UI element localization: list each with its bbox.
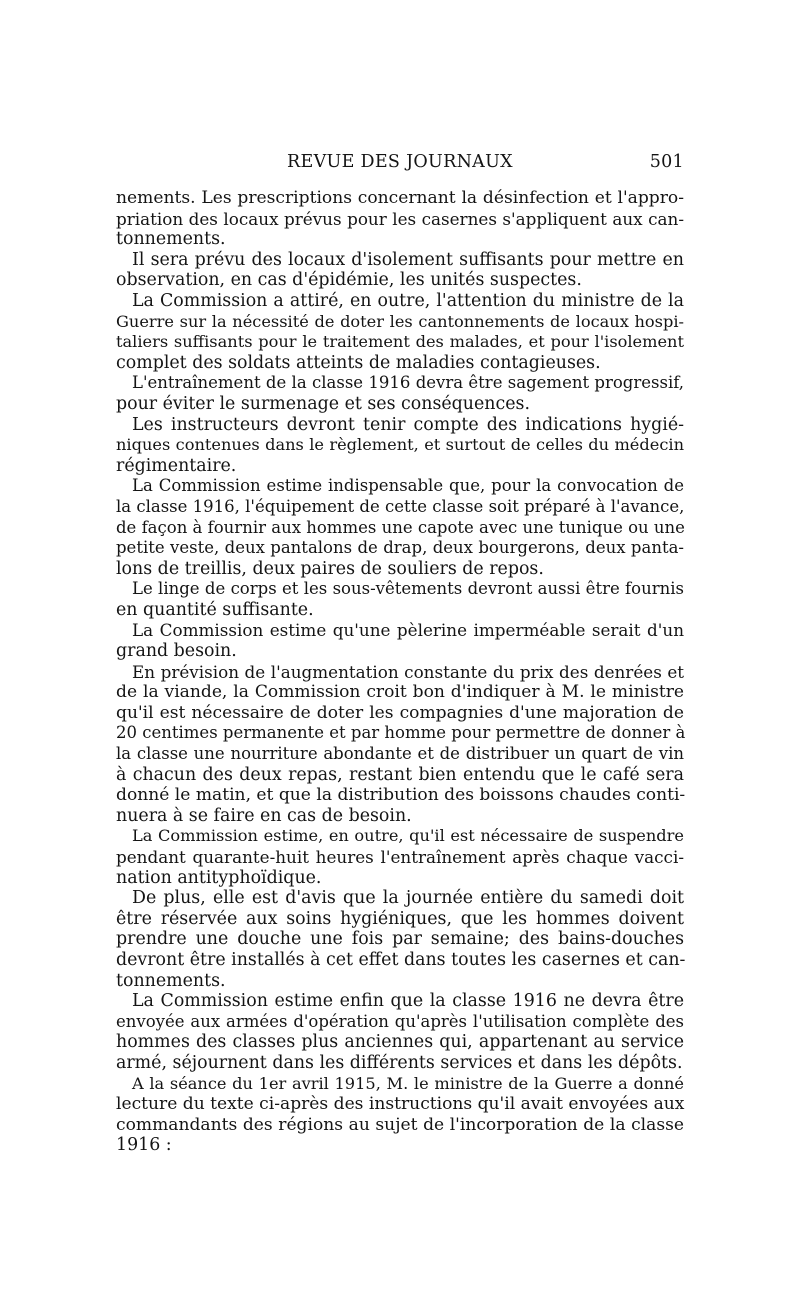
text-line: nation antityphoïdique. (116, 867, 322, 888)
text-line: nuera à se faire en cas de besoin. (116, 805, 412, 826)
text-line: en quantité suffisante. (116, 599, 314, 620)
text-line: à chacun des deux repas, restant bien entendu que le café sera (116, 764, 684, 785)
text-line: armé, séjournent dans les différents services et dans les dépôts. (116, 1052, 683, 1073)
text-line: grand besoin. (116, 641, 237, 662)
text-line: complet des soldats atteints de maladies contagieuses. (116, 352, 601, 373)
text-line: la classe une nourriture abondante et de distribuer un quart de vin (116, 744, 684, 764)
text-line: lons de treillis, deux paires de souliers de repos. (116, 558, 544, 579)
text-line: petite veste, deux pantalons de drap, deux bourgerons, deux panta- (116, 538, 684, 558)
text-line: envoyée aux armées d'opération qu'après l'utilisation complète des (116, 1011, 684, 1031)
text-line: 1916 : (116, 1135, 172, 1156)
text-line: La Commission estime indispensable que, pour la convocation de (132, 476, 684, 496)
text-line: La Commission a attiré, en outre, l'attention du ministre de la (132, 290, 684, 311)
text-line: donné le matin, et que la distribution des boissons chaudes conti- (116, 785, 686, 806)
text-line: A la séance du 1er avril 1915, M. le ministre de la Guerre a donné (132, 1073, 684, 1093)
text-line: L'entraînement de la classe 1916 devra être sagement progressif, (132, 373, 684, 393)
text-line: la classe 1916, l'équipement de cette classe soit préparé à l'avance, (116, 496, 685, 516)
text-line: commandants des régions au sujet de l'incorporation de la classe (116, 1114, 684, 1135)
running-title: REVUE DES JOURNAUX (287, 152, 513, 172)
text-line: La Commission estime enfin que la classe 1916 ne devra être (132, 991, 684, 1012)
text-line: 20 centimes permanente et par homme pour permettre de donner à (116, 723, 686, 743)
text-line: être réservée aux soins hygiéniques, que les hommes doivent (116, 908, 684, 929)
text-line: Le linge de corps et les sous-vêtements devront aussi être fournis (132, 579, 684, 599)
text-line: pour éviter le surmenage et ses conséquences. (116, 393, 530, 414)
text-line: En prévision de l'augmentation constante du prix des denrées et (132, 661, 684, 682)
text-line: Guerre sur la nécessité de doter les cantonnements de locaux hospi- (116, 311, 684, 331)
text-line: Il sera prévu des locaux d'isolement suffisants pour mettre en (132, 249, 684, 270)
text-line: De plus, elle est d'avis que la journée entière du samedi doit (132, 888, 684, 909)
text-line: nements. Les prescriptions concernant la désinfection et l'appro- (116, 188, 684, 208)
text-line: pendant quarante-huit heures l'entraînement après chaque vacci- (116, 847, 684, 867)
text-line: priation des locaux prévus pour les casernes s'appliquent aux can- (116, 208, 684, 229)
text-line: lecture du texte ci-après des instructions qu'il avait envoyées aux (116, 1094, 685, 1115)
text-line: de la viande, la Commission croit bon d'indiquer à M. le ministre (116, 682, 684, 703)
text-line: observation, en cas d'épidémie, les unités suspectes. (116, 270, 582, 291)
text-line: La Commission estime qu'une pèlerine imperméable serait d'un (132, 620, 684, 641)
text-line: devront être installés à cet effet dans toutes les casernes et can- (116, 949, 686, 970)
text-line: niques contenues dans le règlement, et surtout de celles du médecin (116, 435, 684, 455)
text-line: La Commission estime, en outre, qu'il est nécessaire de suspendre (132, 826, 684, 846)
text-line: de façon à fournir aux hommes une capote avec une tunique ou une (116, 517, 685, 537)
body-text (116, 188, 684, 1156)
page-header (116, 152, 684, 176)
text-line: qu'il est nécessaire de doter les compagnies d'une majoration de (116, 702, 684, 723)
text-line: régimentaire. (116, 455, 237, 476)
page-number: 501 (649, 152, 684, 172)
text-line: tonnements. (116, 970, 226, 991)
text-line: taliers suffisants pour le traitement des malades, et pour l'isolement (116, 332, 684, 352)
text-line: Les instructeurs devront tenir compte des indications hygié- (132, 414, 684, 435)
text-line: prendre une douche une fois par semaine; des bains-douches (116, 929, 684, 950)
text-line: hommes des classes plus anciennes qui, appartenant au service (116, 1032, 684, 1053)
text-line: tonnements. (116, 229, 226, 250)
